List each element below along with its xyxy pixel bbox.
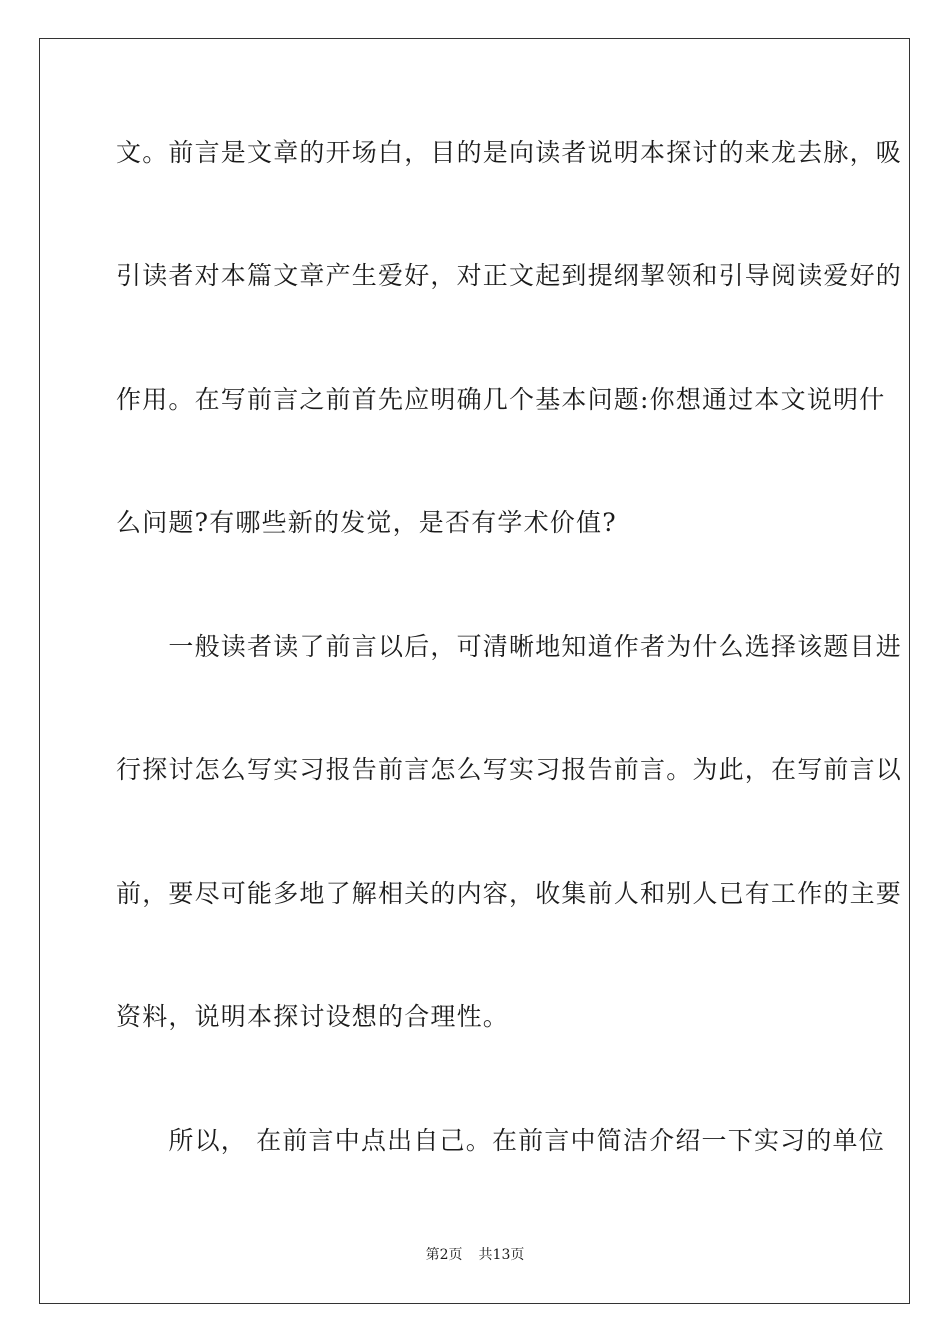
paragraph-line: 前，要尽可能多地了解相关的内容，收集前人和别人已有工作的主要	[116, 879, 903, 908]
paragraph-line: 一般读者读了前言以后，可清晰地知道作者为什么选择该题目进	[116, 632, 903, 661]
page-footer	[0, 1246, 950, 1264]
paragraph-line: 资料，说明本探讨设想的合理性。	[116, 1002, 510, 1031]
paragraph-line: 引读者对本篇文章产生爱好，对正文起到提纲挈领和引导阅读爱好的	[116, 261, 903, 290]
page-number: 第2页	[425, 1247, 463, 1263]
page-total: 共13页	[478, 1247, 525, 1263]
paragraph-line: 行探讨怎么写实习报告前言怎么写实习报告前言。为此，在写前言以	[116, 755, 903, 784]
paragraph-line: 文。前言是文章的开场白，目的是向读者说明本探讨的来龙去脉，吸	[116, 138, 903, 167]
page-border	[39, 38, 910, 1304]
paragraph-line: 作用。在写前言之前首先应明确几个基本问题:你想通过本文说明什	[116, 385, 886, 414]
paragraph-line: 所以， 在前言中点出自己。在前言中简洁介绍一下实习的单位	[116, 1126, 885, 1155]
paragraph-line: 么问题?有哪些新的发觉，是否有学术价值?	[116, 508, 617, 537]
